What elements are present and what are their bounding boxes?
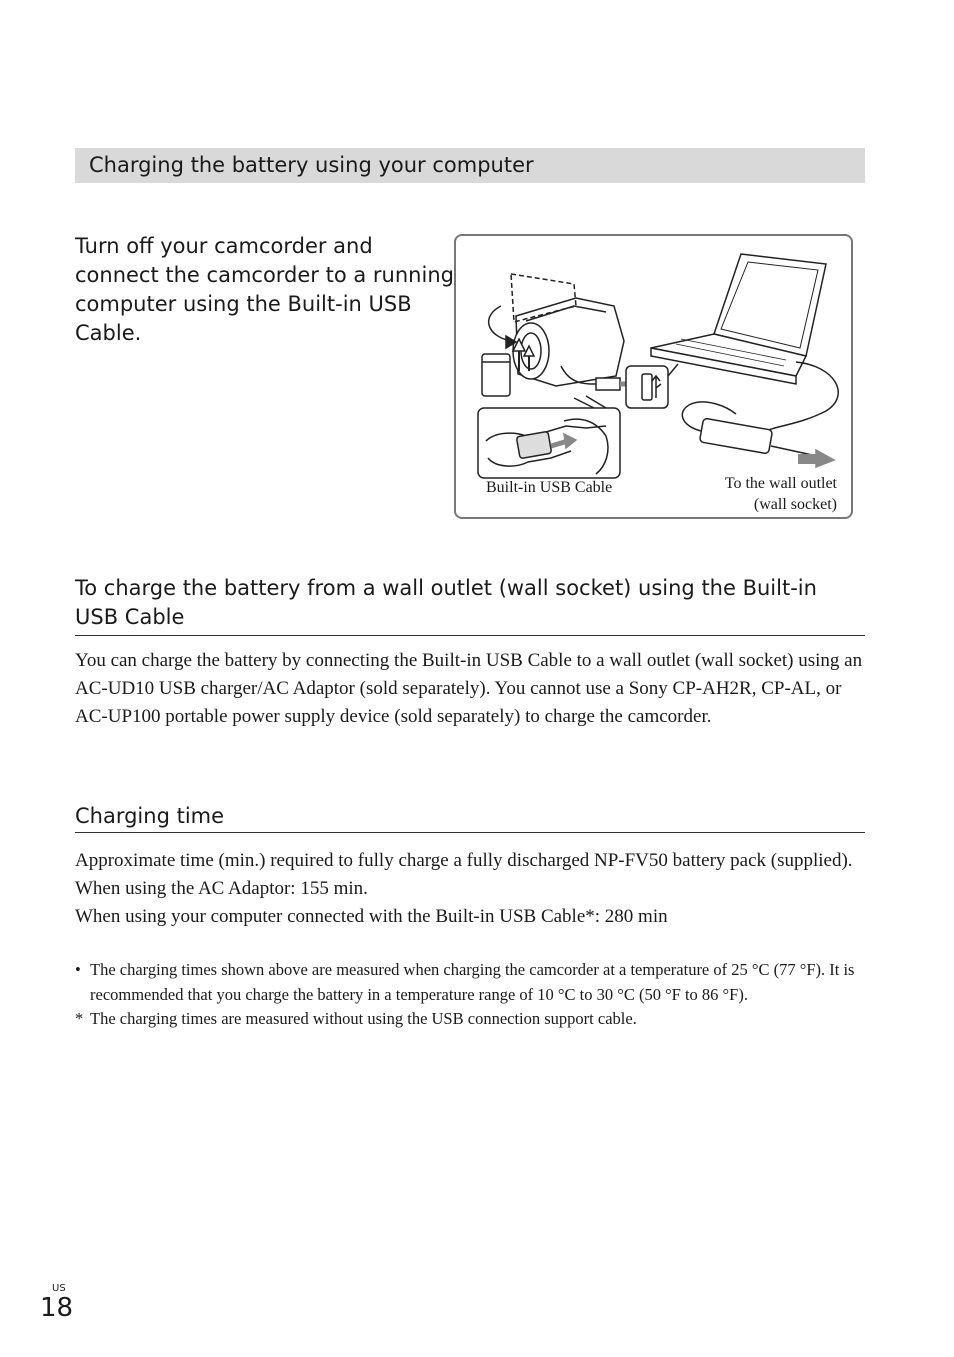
note-item: [75, 958, 865, 1007]
caption-usb-cable: Built-in USB Cable: [486, 479, 613, 496]
page-region: US: [52, 1283, 66, 1294]
paragraph-wall-charging: You can charge the battery by connecting the Built-in USB Cable to a wall outlet (wall socket) using an AC-UD10 USB charger/AC Adaptor (sold separately). You cannot use a Sony CP-AH2R, CP-AL, or AC-UP100 portable power supply device (sold separately) to charge the camcorder.: [75, 650, 863, 727]
bullet-mark: •: [75, 960, 81, 979]
heading-wall-charging: To charge the battery from a wall outlet (wall socket) using the Built-in USB Cable: [75, 574, 865, 636]
note-text: The charging times shown above are measured when charging the camcorder at a temperature of 25 °C (77 °F). It is recommended that you charge the battery in a temperature range of 10 °C to 30 °C (50 °F to 86 °F).: [90, 960, 855, 1004]
caption-wall-outlet: To the wall outlet (wall socket): [724, 475, 837, 513]
intro-instruction: Turn off your camcorder and connect the camcorder to a running computer using the Built-in USB Cable.: [75, 234, 454, 345]
section-title-bar: [75, 148, 865, 183]
charging-illustration: [454, 234, 853, 519]
charging-time-line: When using your computer connected with the Built-in USB Cable*: 280 min: [75, 906, 668, 927]
notes-list: [75, 958, 865, 1032]
section-title: Charging the battery using your computer: [89, 153, 534, 177]
charging-time-line: Approximate time (min.) required to fully charge a fully discharged NP-FV50 battery pack (supplied).: [75, 850, 853, 871]
charging-time-text: [75, 847, 865, 931]
heading-charging-time: Charging time: [75, 803, 865, 833]
charging-time-line: When using the AC Adaptor: 155 min.: [75, 878, 368, 899]
page-number: 18: [40, 1293, 74, 1323]
note-item: [75, 1007, 865, 1032]
note-text: The charging times are measured without using the USB connection support cable.: [90, 1009, 637, 1028]
asterisk-mark: *: [75, 1009, 84, 1028]
